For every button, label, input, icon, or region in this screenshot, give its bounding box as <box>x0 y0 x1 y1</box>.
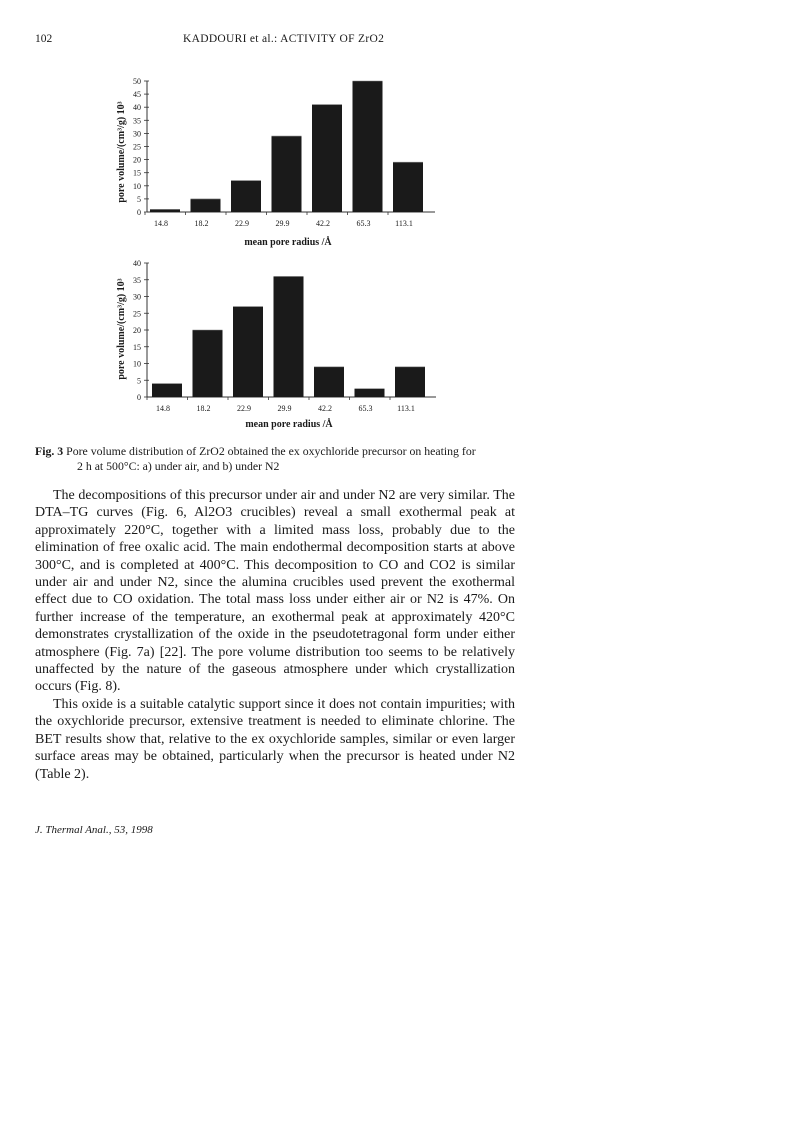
y-tick-label: 25 <box>133 142 141 152</box>
bar <box>272 136 302 212</box>
bar <box>393 162 423 212</box>
bar <box>353 81 383 212</box>
chart-bars <box>152 276 425 397</box>
x-tick-label: 65.3 <box>358 404 373 413</box>
y-tick-label: 45 <box>133 90 141 100</box>
body-text <box>35 487 515 783</box>
journal-footer: J. Thermal Anal., 53, 1998 <box>35 824 153 836</box>
y-tick-label: 35 <box>133 116 141 126</box>
bar <box>152 384 182 397</box>
x-axis-label: mean pore radius /Å <box>245 419 333 430</box>
x-tick-label: 18.2 <box>196 404 211 413</box>
x-tick-label: 18.2 <box>194 219 209 228</box>
bar <box>274 276 304 397</box>
chart-bars <box>150 81 423 212</box>
x-tick-label: 22.9 <box>235 219 249 228</box>
bar <box>314 367 344 397</box>
figure-label: Fig. 3 <box>35 444 64 458</box>
running-head: KADDOURI et al.: ACTIVITY OF ZrO2 <box>183 33 385 45</box>
bar <box>191 199 221 212</box>
x-tick-label: 65.3 <box>356 219 371 228</box>
x-axis-label: mean pore radius /Å <box>244 237 332 248</box>
pore-volume-chart-a <box>0 72 793 262</box>
y-tick-label: 40 <box>133 259 141 268</box>
x-tick-label: 22.9 <box>237 404 251 413</box>
paragraph: This oxide is a suitable catalytic support since it does not contain impurities; with the oxychloride precursor, extensive treatment is needed to eliminate chlorine. The BET results show that, relative to the ex oxychloride samples, similar or even larger surface areas may be obtained, particularly when the precursor is heated under N2 (Table 2). <box>35 696 515 782</box>
bar <box>233 307 263 397</box>
y-axis-label: pore volume/(cm³/g) 10³ <box>116 101 127 203</box>
figure-caption <box>35 444 535 474</box>
y-tick-label: 0 <box>137 208 141 217</box>
y-tick-label: 35 <box>133 275 141 285</box>
y-tick-label: 50 <box>133 77 141 86</box>
y-tick-label: 25 <box>133 309 141 319</box>
x-tick-label: 14.8 <box>154 219 168 228</box>
page-header <box>35 33 755 49</box>
y-tick-label: 20 <box>133 326 141 335</box>
pore-volume-chart-b <box>0 255 793 435</box>
y-tick-label: 15 <box>133 342 141 352</box>
x-tick-label: 113.1 <box>395 219 413 228</box>
y-tick-label: 30 <box>133 129 141 139</box>
y-tick-label: 10 <box>133 359 141 369</box>
y-axis-label: pore volume/(cm³/g) 10³ <box>116 278 127 380</box>
y-tick-label: 10 <box>133 181 141 191</box>
x-tick-label: 42.2 <box>316 219 330 228</box>
page-number: 102 <box>35 33 53 45</box>
x-tick-label: 14.8 <box>156 404 170 413</box>
caption-line-2: 2 h at 500°C: a) under air, and b) under N2 <box>77 459 280 473</box>
bar <box>312 105 342 212</box>
y-tick-label: 40 <box>133 103 141 113</box>
paragraph: The decompositions of this precursor under air and under N2 are very similar. The DTA–TG curves (Fig. 6, Al2O3 crucibles) reveal a small exothermal peak at approximately 220°C, together with a limited mass loss, probably due to the elimination of free oxalic acid. The main endothermal decomposition starts at above 300°C, and is completed at 400°C. This decomposition to CO and CO2 is similar under air and under N2, since the alumina crucibles used prevent the exothermal effect due to CO oxidation. The total mass loss under either air or N2 is 47%. On further increase of the temperature, an exothermal peak at approximately 420°C demonstrates crystallization of the oxide in the pseudotetragonal form under either atmosphere (Fig. 7a) [22]. The pore volume distribution too seems to be relatively unaffected by the nature of the gaseous atmosphere under which crystallization occurs (Fig. 8). <box>35 488 515 695</box>
x-tick-label: 29.9 <box>275 219 290 228</box>
y-tick-label: 0 <box>137 393 141 402</box>
bar <box>193 330 223 397</box>
x-tick-label: 113.1 <box>397 404 415 413</box>
x-tick-label: 42.2 <box>318 404 332 413</box>
x-tick-label: 29.9 <box>277 404 292 413</box>
y-tick-label: 20 <box>133 155 141 165</box>
y-tick-label: 30 <box>133 292 141 302</box>
bar <box>150 209 180 212</box>
y-tick-label: 15 <box>133 168 141 178</box>
bar <box>355 389 385 397</box>
y-tick-label: 5 <box>137 194 141 204</box>
bar <box>231 181 261 212</box>
caption-line-1: Pore volume distribution of ZrO2 obtained the ex oxychloride precursor on heating for <box>66 444 476 458</box>
bar <box>395 367 425 397</box>
y-tick-label: 5 <box>137 376 141 386</box>
